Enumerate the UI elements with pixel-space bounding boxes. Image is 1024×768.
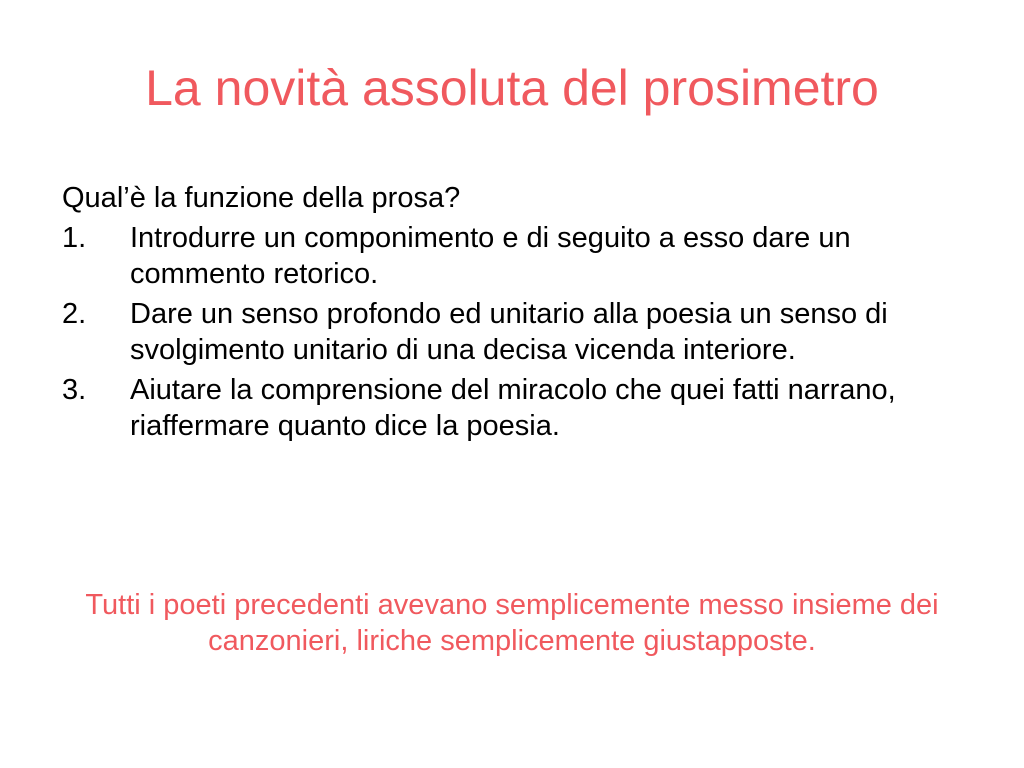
list-item-text: Aiutare la comprensione del miracolo che quei fatti narrano, riaffermare quanto dice la poesia. <box>130 374 896 442</box>
list-item-text: Introdurre un componimento e di seguito a esso dare un commento retorico. <box>130 222 851 290</box>
highlight-note: Tutti i poeti precedenti avevano semplicemente messo insieme dei canzonieri, liriche semplicemente giustapposte. <box>85 589 939 657</box>
list-item-number: 1. <box>62 222 87 254</box>
list-item-number: 3. <box>62 374 87 406</box>
list-item <box>62 296 942 368</box>
list-item-number: 2. <box>62 298 87 330</box>
question-text: Qual’è la funzione della prosa? <box>62 182 461 214</box>
list-item <box>62 220 942 292</box>
slide-title: La novità assoluta del prosimetro <box>145 60 879 116</box>
slide-body <box>62 180 942 448</box>
numbered-list <box>62 220 942 444</box>
list-item-text: Dare un senso profondo ed unitario alla poesia un senso di svolgimento unitario di una decisa vicenda interiore. <box>130 298 888 366</box>
list-item <box>62 372 942 444</box>
